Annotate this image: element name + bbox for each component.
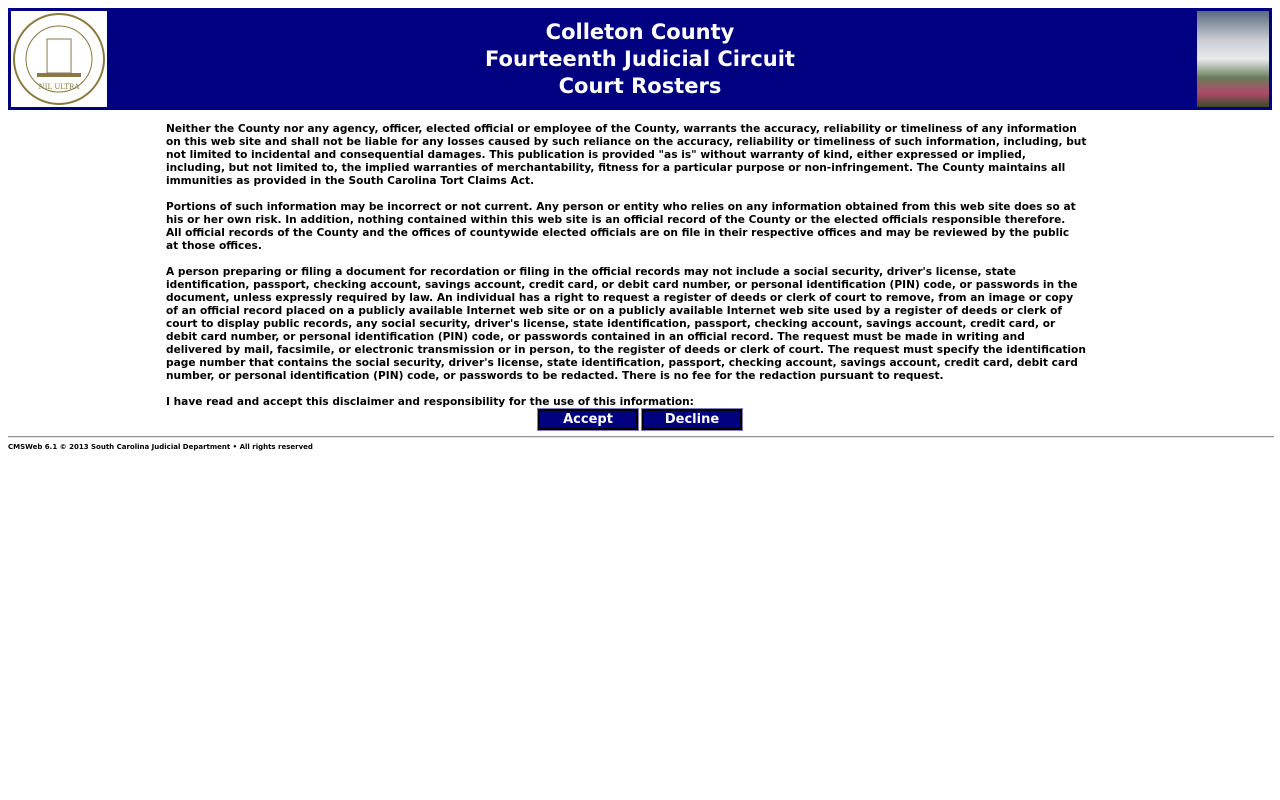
decline-button[interactable]: Decline [642,409,742,430]
text-line: document, unless expressly required by law. An individual has a right to request a register of deeds or clerk of court to remove, from an image or copy [166,292,1074,304]
text-line: identification, passport, checking account, savings account, credit card, or debit card number, or personal identification (PIN) code, or passwords in the [166,279,1078,291]
footer-copyright: CMSWeb 6.1 © 2013 South Carolina Judicial Department • All rights reserved [8,443,313,451]
text-line: immunities as provided in the South Carolina Tort Claims Act. [166,175,535,187]
page-header [8,8,1272,110]
divider [8,436,1274,438]
text-line: at those offices. [166,240,262,252]
text-line: delivered by mail, facsimile, or electronic transmission or in person, to the register of deeds or clerk of court. The request must specify the identification [166,344,1086,356]
text-line: his or her own risk. In addition, nothing contained within this web site is an official record of the County or the elected officials responsible therefore. [166,214,1066,226]
text-line: page number that contains the social security, driver's license, state identification, passport, checking account, savings account, credit card, debit card [166,357,1078,369]
courthouse-photo [1197,11,1269,107]
disclaimer-paragraph [166,123,1086,188]
disclaimer-actions [538,409,742,430]
text-line: debit card number, or personal identification (PIN) code, or passwords contained in an official record. The request must be made in writing and [166,331,1025,343]
accept-button[interactable]: Accept [538,409,638,430]
text-line: A person preparing or filing a document for recordation or filing in the official records may not include a social security, driver's license, state [166,266,1017,278]
text-line: Neither the County nor any agency, officer, elected official or employee of the County, warrants the accuracy, reliability or timeliness of any information [166,123,1077,135]
disclaimer-paragraph [166,201,1086,253]
disclaimer-paragraph [166,266,1086,383]
circuit-title: Fourteenth Judicial Circuit [485,47,795,71]
text-line: including, but not limited to, the implied warranties of merchantability, fitness for a particular purpose or non-infringement. The County maintains all [166,162,1066,174]
svg-text:NIL ULTRA: NIL ULTRA [38,83,80,91]
disclaimer-text [166,123,1086,409]
text-line: Portions of such information may be incorrect or not current. Any person or entity who relies on any information obtained from this web site does so at [166,201,1076,213]
text-line: of an official record placed on a publicly available Internet web site or on a publicly available Internet web site used by a register of deeds or clerk of [166,305,1062,317]
text-line: All official records of the County and the offices of countywide elected officials are on file in their respective offices and may be reviewed by the public [166,227,1070,239]
page-title [8,19,1272,100]
text-line: number, or personal identification (PIN) code, or passwords to be redacted. There is no fee for the redaction pursuant to request. [166,370,944,382]
county-title: Colleton County [545,20,735,44]
accept-prompt: I have read and accept this disclaimer and responsibility for the use of this information: [166,396,694,408]
section-title: Court Rosters [558,74,722,98]
text-line: court to display public records, any social security, driver's license, state identification, passport, checking account, savings account, credit card, or [166,318,1056,330]
text-line: not limited to incidental and consequential damages. This publication is provided "as is" without warranty of kind, either expressed or implied, [166,149,1026,161]
text-line: on this web site and shall not be liable for any losses caused by such reliance on the accuracy, reliability or timeliness of such information, including, but [166,136,1087,148]
